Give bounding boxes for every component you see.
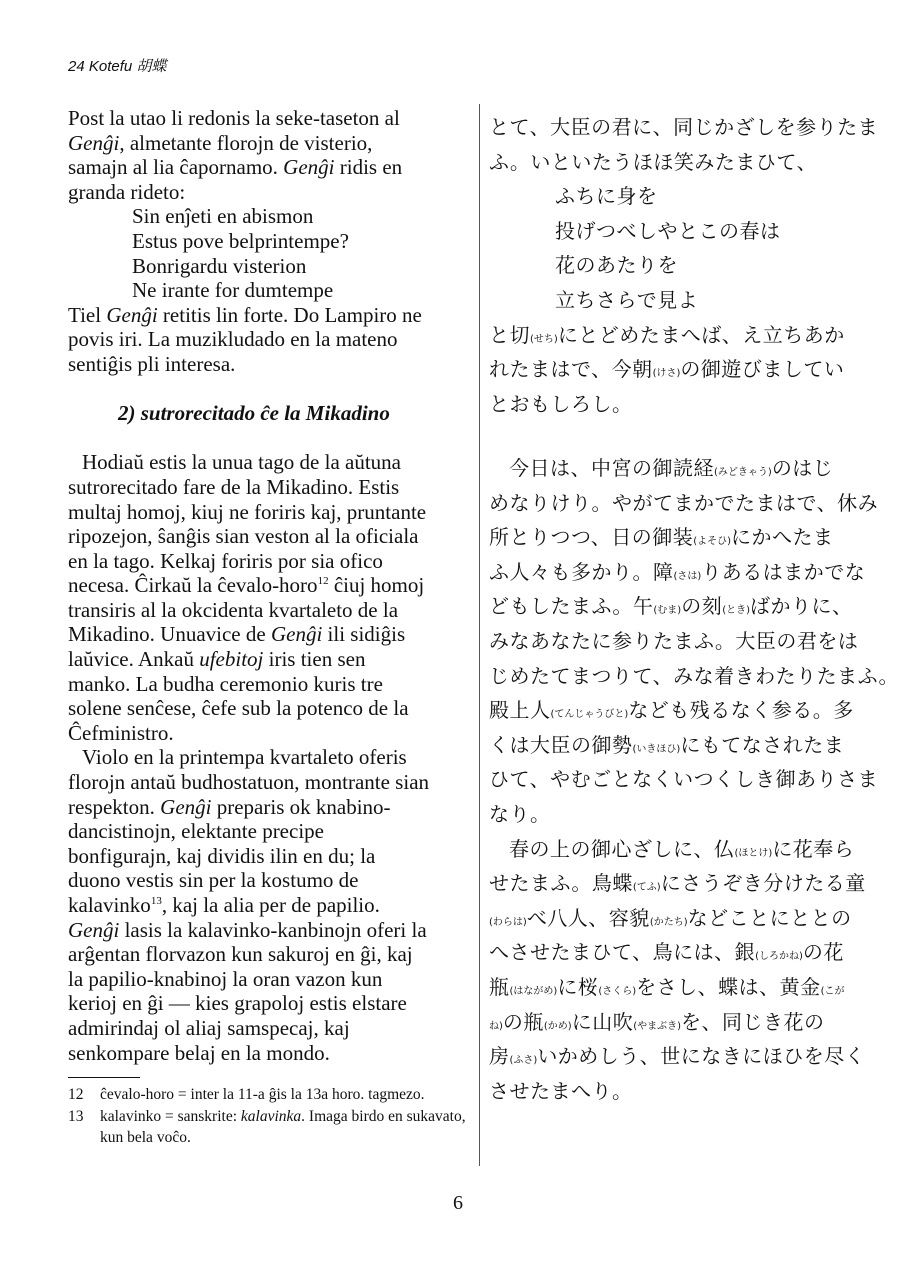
ruby-reading: (みどきゃう) xyxy=(714,467,772,478)
italic-text: Genĝi xyxy=(283,155,335,180)
text-run: Ĉefministro. xyxy=(68,720,174,745)
poem-line xyxy=(68,204,473,229)
text-run: ばかりに、 xyxy=(750,594,853,619)
text-line xyxy=(489,935,869,970)
text-run: の花 xyxy=(802,940,844,965)
ruby-reading: (わらは) xyxy=(489,916,527,928)
ruby-reading: ね) xyxy=(489,1020,503,1032)
text-run: sentiĝis pli interesa. xyxy=(68,351,236,376)
text-run: に桜 xyxy=(557,974,599,999)
text-line xyxy=(68,1041,473,1066)
ruby-reading: (ほとけ) xyxy=(734,847,773,859)
text-run: 瓶 xyxy=(489,974,510,999)
text-run: respekton. xyxy=(68,794,161,819)
footnote-separator xyxy=(68,1077,140,1078)
text-line xyxy=(489,1039,869,1074)
text-line xyxy=(68,647,473,672)
text-run: の御遊びましてい xyxy=(680,357,845,382)
text-line xyxy=(489,832,869,867)
text-run: Estus pove belprintempe? xyxy=(132,228,349,253)
text-line xyxy=(489,1005,869,1040)
poem-line xyxy=(489,214,869,249)
text-run: manko. La budha ceremonio kuris tre xyxy=(68,671,383,696)
footnote-text xyxy=(100,1106,473,1149)
footnotes xyxy=(68,1084,473,1149)
text-line xyxy=(489,318,869,353)
text-run: させたまへり。 xyxy=(489,1078,633,1103)
text-line xyxy=(68,844,473,869)
text-run: 2) sutrorecitado ĉe la Mikadino xyxy=(118,401,390,426)
text-run: を、同じき花の xyxy=(681,1009,825,1034)
text-line xyxy=(489,901,869,936)
text-run: preparis ok knabino- xyxy=(211,794,391,819)
ruby-reading: (けさ) xyxy=(652,368,681,380)
text-line xyxy=(489,728,869,763)
text-run: どもしたまふ。午 xyxy=(489,594,654,619)
text-run: Mikadino. Unuavice de xyxy=(68,622,271,647)
text-run: ふ人々も多かり。障 xyxy=(489,559,674,584)
ruby-reading: (むま) xyxy=(653,605,682,617)
text-line xyxy=(68,598,473,623)
section-heading xyxy=(68,401,473,426)
text-line xyxy=(68,721,473,746)
text-line xyxy=(68,549,473,574)
text-run: の刻 xyxy=(681,594,723,619)
text-run: なり。 xyxy=(489,801,551,826)
text-run: Post la utao li redonis la seke-taseton al xyxy=(68,106,400,130)
italic-text: Genĝi xyxy=(160,794,212,819)
text-line xyxy=(489,970,869,1005)
text-line xyxy=(68,942,473,967)
text-run: necesa. Ĉirkaŭ la ĉevalo-horo xyxy=(68,573,318,598)
text-run: くは大臣の御勢 xyxy=(489,732,633,757)
text-line xyxy=(68,1016,473,1041)
text-line xyxy=(68,155,473,180)
text-run: めなりけり。やがてまかでたまはで、休み xyxy=(489,490,879,515)
ruby-reading: (やまぶき) xyxy=(633,1020,682,1032)
poem-line xyxy=(68,278,473,303)
text-line xyxy=(68,106,473,131)
text-line xyxy=(68,868,473,893)
text-line xyxy=(489,145,869,180)
text-run: せたまふ。鳥蝶 xyxy=(489,871,633,896)
text-run: みなあなたに参りたまふ。大臣の君をは xyxy=(489,628,859,653)
text-run: ripozejon, ŝanĝis sian veston al la oficiala xyxy=(68,524,419,549)
footnote-number: 12 xyxy=(68,1086,84,1103)
poem-line xyxy=(68,254,473,279)
text-line xyxy=(489,486,879,521)
text-line xyxy=(489,387,869,422)
italic-text: Genĝi xyxy=(68,917,120,942)
text-run: samajn al lia ĉapornamo. xyxy=(68,155,284,180)
text-run: florojn antaŭ budhostatuon, montrante sian xyxy=(68,770,430,795)
text-run: りあるはまかでな xyxy=(701,559,866,584)
esperanto-column xyxy=(68,106,473,1065)
page-number: 6 xyxy=(453,1192,463,1214)
text-run: のはじ xyxy=(771,456,834,480)
ruby-reading: (せち) xyxy=(530,333,558,345)
text-run: Hodiaŭ estis la unua tago de la aŭtuna xyxy=(82,450,401,475)
text-line xyxy=(489,659,899,694)
text-run: sutrorecitado fare de la Mikadino. Estis xyxy=(68,474,400,499)
text-line xyxy=(489,866,869,901)
ruby-reading: (さは) xyxy=(673,570,702,582)
ruby-reading: (ふさ) xyxy=(509,1055,538,1067)
japanese-column-block-1 xyxy=(489,110,879,421)
ruby-reading: (いきほひ) xyxy=(632,743,681,755)
text-run: Bonrigardu visterion xyxy=(132,253,307,278)
text-run: senkompare belaj en la mondo. xyxy=(68,1040,330,1065)
text-run: . Imaga birdo en sukavato, kun bela voĉo. xyxy=(100,1107,466,1146)
ruby-reading: (てふ) xyxy=(632,882,661,894)
text-line xyxy=(68,795,473,820)
text-run: ili sidiĝis xyxy=(322,622,406,647)
text-run: bonfigurajn, kaj dividis ilin en du; la xyxy=(68,843,376,868)
text-line xyxy=(68,893,473,918)
text-line xyxy=(68,500,473,525)
text-line xyxy=(489,110,879,145)
text-line xyxy=(68,696,473,721)
text-run: iris tien sen xyxy=(263,647,366,672)
text-line xyxy=(489,520,869,555)
text-run: lasis la kalavinko-kanbinojn oferi la xyxy=(119,917,427,942)
text-run: Tiel xyxy=(68,302,107,327)
text-run: kalavinko = sanskrite: xyxy=(100,1107,241,1125)
poem-line xyxy=(489,248,869,283)
text-run: 花のあたりを xyxy=(555,253,678,278)
text-run: dancistinojn, elektante precipe xyxy=(68,819,324,844)
text-line xyxy=(68,745,473,770)
ruby-reading: (さくら) xyxy=(598,985,637,997)
text-run: kerioj en ĝi — kies grapoloj estis elstare xyxy=(68,991,407,1016)
text-line xyxy=(68,180,473,205)
text-line xyxy=(68,524,473,549)
japanese-column-block-2 xyxy=(489,451,899,1108)
ruby-reading: (てんじゃうびと) xyxy=(550,709,629,721)
text-run: へさせたまひて、鳥には、銀 xyxy=(489,940,756,965)
text-run: , kaj la alia per de papilio. xyxy=(161,893,380,917)
footnote-ref: 12 xyxy=(317,575,329,588)
text-line xyxy=(68,426,473,451)
text-run: Ne irante for dumtempe xyxy=(132,278,334,303)
footnote xyxy=(68,1084,473,1106)
text-run: れたまはで、今朝 xyxy=(489,357,653,382)
text-run: multaj homoj, kiuj ne foriris kaj, pruntante xyxy=(68,499,427,524)
italic-text: Genĝi xyxy=(106,302,158,327)
text-run: povis iri. La muzikludado en la mateno xyxy=(68,327,398,352)
ruby-reading: (はながめ) xyxy=(509,985,558,997)
italic-text: Genĝi xyxy=(68,130,120,155)
footnote xyxy=(68,1106,473,1149)
text-run: と切 xyxy=(489,322,530,347)
footnote-number: 13 xyxy=(68,1107,84,1125)
ruby-reading: (こが xyxy=(820,985,845,997)
poem-line xyxy=(489,283,869,318)
text-run: ridis en xyxy=(334,155,403,180)
text-line xyxy=(68,573,473,598)
ruby-reading: (よそひ) xyxy=(693,536,732,548)
text-run: laŭvice. Ankaŭ xyxy=(68,647,200,672)
text-run: とおもしろし。 xyxy=(489,391,633,416)
text-line xyxy=(489,762,879,797)
text-run: にかへたま xyxy=(731,525,834,550)
text-run: などことにととの xyxy=(687,905,852,930)
text-line xyxy=(489,624,869,659)
text-run: kalavinko xyxy=(68,893,151,917)
ruby-reading: (かたち) xyxy=(649,916,688,928)
text-run: いかめしう、世になきにほひを尽く xyxy=(537,1044,866,1069)
text-run: なども残るなく参る。多 xyxy=(628,698,854,723)
text-line xyxy=(489,1074,869,1109)
text-run: にもてなされたま xyxy=(680,732,845,757)
text-run: ĉiuj homoj xyxy=(328,573,425,598)
text-run: 殿上人 xyxy=(489,698,551,723)
text-run: をさし、蝶は、黄金 xyxy=(636,974,821,999)
text-line xyxy=(68,622,473,647)
text-run: ĉevalo-horo = inter la 11-a ĝis la 13a horo. tagmezo. xyxy=(100,1086,425,1103)
text-line xyxy=(489,352,869,387)
text-line xyxy=(489,693,869,728)
text-line xyxy=(68,770,473,795)
text-line xyxy=(489,589,869,624)
text-run: solene senĉese, ĉefe sub la potenco de la xyxy=(68,696,409,721)
text-run: arĝentan florvazon kun sakuroj en ĝi, kaj xyxy=(68,942,413,967)
text-run: transiris al la okcidenta kvartaleto de la xyxy=(68,597,399,622)
text-line xyxy=(68,352,473,377)
text-run: 所とりつつ、日の御装 xyxy=(489,525,694,550)
text-line xyxy=(68,918,473,943)
ruby-reading: (かめ) xyxy=(543,1020,572,1032)
text-line xyxy=(68,303,473,328)
text-run: に山吹 xyxy=(571,1009,634,1034)
poem-line xyxy=(68,229,473,254)
text-run: とて、大臣の君に、同じかざしを参りたま xyxy=(489,115,879,139)
text-run: 投げつべしやとこの春は xyxy=(555,218,781,243)
text-run: ふちに身を xyxy=(555,184,658,209)
ruby-reading: (しろかね) xyxy=(755,951,803,963)
text-run: , almetante florojn de visterio, xyxy=(119,130,373,155)
text-run: べ八人、容貌 xyxy=(526,905,650,930)
text-run: duono vestis sin per la kostumo de xyxy=(68,868,359,893)
text-line xyxy=(68,672,473,697)
italic-text: ufebitoj xyxy=(199,647,264,672)
text-run: ひて、やむごとなくいつくしき御ありさま xyxy=(489,767,879,792)
text-line xyxy=(68,967,473,992)
text-run: に花奉ら xyxy=(772,836,855,861)
text-run: 今日は、中宮の御読経 xyxy=(509,456,714,480)
poem-line xyxy=(489,179,869,214)
text-run: Sin enĵeti en abismon xyxy=(132,204,314,229)
text-run: granda rideto: xyxy=(68,179,186,204)
column-divider xyxy=(479,104,480,1166)
footnote-text xyxy=(100,1084,425,1106)
text-run: 立ちさらで見よ xyxy=(555,287,699,312)
text-run: にさうぞき分けたる童 xyxy=(660,871,866,896)
text-run: Violo en la printempa kvartaleto oferis xyxy=(82,745,407,770)
text-run: ふ。いといたうほほ笑みたまひて、 xyxy=(489,149,817,174)
footnote-ref: 13 xyxy=(150,895,162,907)
text-line xyxy=(68,377,473,402)
text-run: la papilio-knabinoj la oran vazon kun xyxy=(68,966,383,991)
text-line xyxy=(68,991,473,1016)
text-run: の瓶 xyxy=(502,1009,544,1034)
text-line xyxy=(68,327,473,352)
text-line xyxy=(489,797,869,832)
text-line xyxy=(489,555,869,590)
text-run: 房 xyxy=(489,1044,510,1069)
text-line xyxy=(489,451,869,486)
text-line xyxy=(68,131,473,156)
italic-text: Genĝi xyxy=(270,622,323,647)
running-header: 24 Kotefu 胡蝶 xyxy=(68,58,167,75)
text-run: じめたてまつりて、みな着きわたりたまふ。 xyxy=(489,663,899,688)
italic-text: kalavinka xyxy=(240,1107,302,1125)
text-line xyxy=(68,475,473,500)
ruby-reading: (とき) xyxy=(722,605,751,617)
text-run: admirindaj ol aliaj samspecaj, kaj xyxy=(68,1015,350,1040)
text-run: retitis lin forte. Do Lampiro ne xyxy=(157,302,422,327)
text-run: 春の上の御心ざしに、仏 xyxy=(509,836,735,861)
text-run: en la tago. Kelkaj foriris por sia ofico xyxy=(68,548,383,573)
text-line xyxy=(68,819,473,844)
text-run: にとどめたまへば、え立ちあか xyxy=(557,322,845,347)
text-line xyxy=(68,450,473,475)
